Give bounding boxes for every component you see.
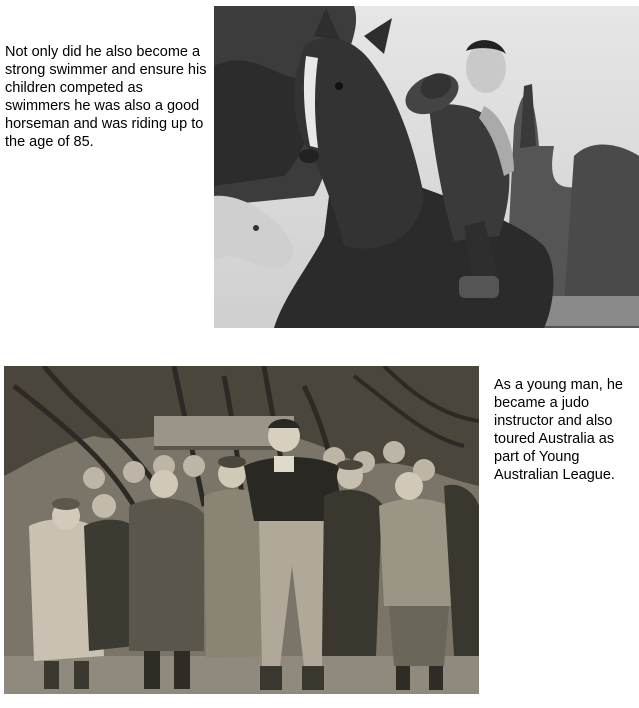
photo-man-on-horse-illustration xyxy=(214,6,639,328)
caption-judo: As a young man, he became a judo instructor and also toured Australia as part of Young Australian League. xyxy=(494,377,623,483)
caption-horseman: Not only did he also become a strong swimmer and ensure his children competed as swimmers he was also a good horseman and was riding up to the age of 85. xyxy=(5,44,207,150)
photo-group-of-boys-illustration xyxy=(4,366,479,694)
photo-group-of-boys xyxy=(4,366,479,694)
photo-man-on-horse xyxy=(214,6,639,328)
